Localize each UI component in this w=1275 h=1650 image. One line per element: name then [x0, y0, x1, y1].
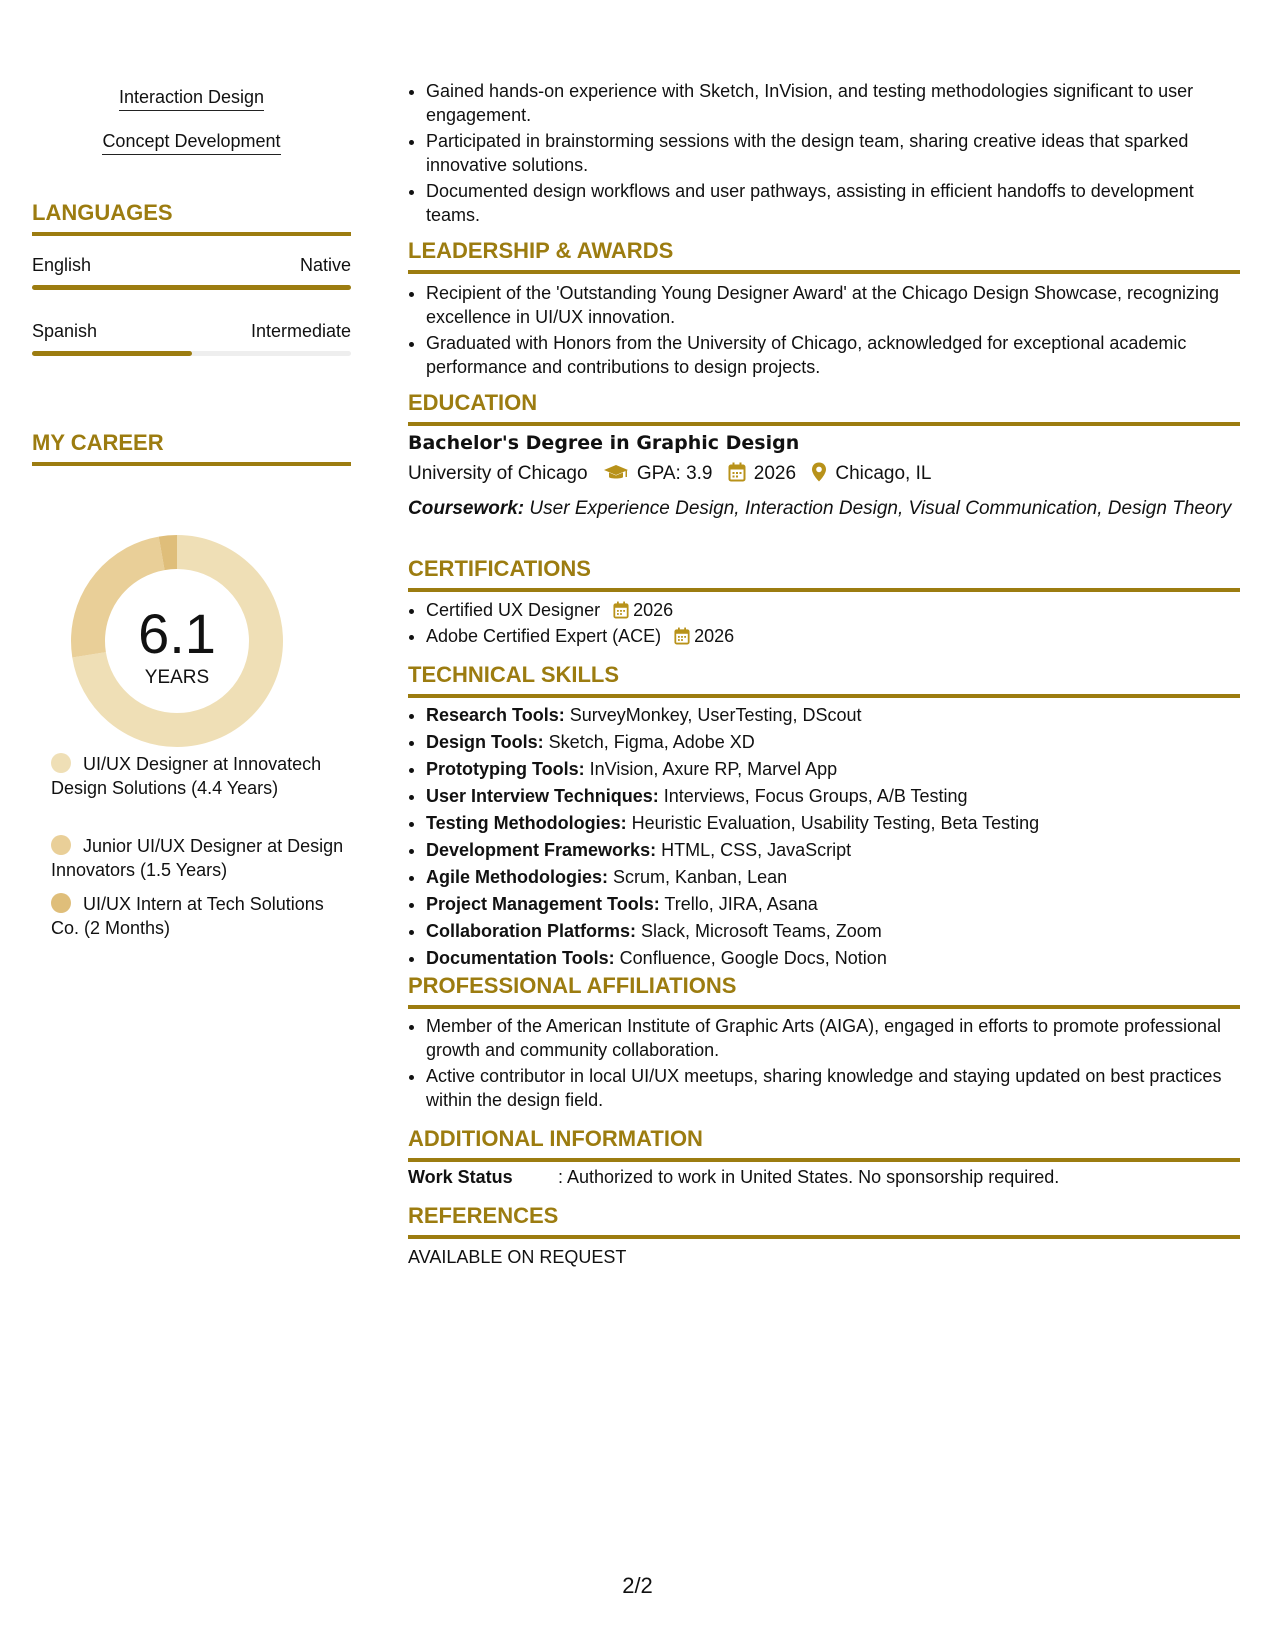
affiliations-heading: PROFESSIONAL AFFILIATIONS — [408, 973, 1240, 1009]
calendar-icon — [728, 462, 746, 490]
language-level: Intermediate — [250, 321, 351, 341]
certification-year: 2026 — [694, 626, 735, 646]
technical-skill-item — [426, 865, 1240, 889]
degree-title: Bachelor's Degree in Graphic Design — [408, 432, 800, 454]
skill-category: Documentation Tools: — [426, 948, 615, 968]
work-status-label: Work Status — [408, 1167, 513, 1187]
skill-category: User Interview Techniques: — [426, 786, 659, 806]
skill-values: HTML, CSS, JavaScript — [656, 840, 852, 860]
school-name: University of Chicago — [408, 463, 588, 484]
affiliation-bullet: • Active contributor in local UI/UX meetups, sharing knowledge and staying updated on best practices within the design field. — [426, 1064, 1240, 1112]
language-level: Native — [299, 255, 351, 275]
page-number: 2/2 — [622, 1573, 653, 1598]
technical-skill-item — [426, 946, 1240, 970]
technical-skill-item — [426, 838, 1240, 862]
skill-category: Testing Methodologies: — [426, 813, 627, 833]
experience-bullets — [408, 79, 1240, 229]
certification-name: Adobe Certified Expert (ACE) — [426, 626, 662, 646]
skill-values: Slack, Microsoft Teams, Zoom — [636, 921, 882, 941]
language-name: English — [32, 255, 92, 275]
experience-bullet: • Documented design workflows and user pathways, assisting in efficient handoffs to development teams. — [426, 179, 1240, 227]
language-proficiency-fill — [32, 285, 351, 290]
languages-heading: LANGUAGES — [32, 200, 351, 236]
experience-bullet: • Participated in brainstorming sessions with the design team, sharing creative ideas that sparked innovative solutions. — [426, 129, 1240, 177]
certification-name: Certified UX Designer — [426, 600, 601, 620]
affiliation-bullet: • Member of the American Institute of Graphic Arts (AIGA), engaged in efforts to promote professional growth and community collaboration. — [426, 1014, 1240, 1062]
references-text: AVAILABLE ON REQUEST — [408, 1247, 627, 1267]
technical-skill-item — [426, 703, 1240, 727]
language-row — [32, 254, 351, 276]
skill-tags — [32, 86, 351, 174]
career-heading: MY CAREER — [32, 430, 351, 466]
skill-values: Sketch, Figma, Adobe XD — [543, 732, 755, 752]
gpa: GPA: 3.9 — [636, 463, 713, 484]
graduation-cap-icon — [603, 464, 629, 490]
skill-values: Confluence, Google Docs, Notion — [614, 948, 887, 968]
leadership-bullet: • Recipient of the 'Outstanding Young Designer Award' at the Chicago Design Showcase, recognizing excellence in UI/UX innovation. — [426, 281, 1240, 329]
skill-category: Project Management Tools: — [426, 894, 660, 914]
certification-item — [426, 624, 1240, 648]
education-heading: EDUCATION — [408, 390, 1240, 426]
technical-skill-item — [426, 784, 1240, 808]
work-status-row — [408, 1165, 1240, 1189]
language-proficiency-bar — [32, 285, 351, 290]
career-legend-item — [51, 892, 351, 940]
language-proficiency-fill — [32, 351, 192, 356]
technical-skills-heading: TECHNICAL SKILLS — [408, 662, 1240, 698]
graduation-year: 2026 — [753, 463, 797, 484]
leadership-bullet: • Graduated with Honors from the University of Chicago, acknowledged for exceptional academic performance and contributions to design projects. — [426, 331, 1240, 379]
coursework-list: User Experience Design, Interaction Design, Visual Communication, Design Theory — [524, 498, 1232, 519]
work-status-value: : Authorized to work in United States. No sponsorship required. — [558, 1167, 1060, 1187]
certification-date — [613, 598, 673, 622]
skill-values: SurveyMonkey, UserTesting, DScout — [564, 705, 862, 725]
skill-tag: Concept Development — [102, 130, 280, 155]
skill-category: Agile Methodologies: — [426, 867, 608, 887]
career-legend-item — [51, 752, 351, 800]
skill-values: Interviews, Focus Groups, A/B Testing — [658, 786, 968, 806]
leadership-heading: LEADERSHIP & AWARDS — [408, 238, 1240, 274]
education-entry — [408, 431, 1240, 521]
technical-skill-item — [426, 757, 1240, 781]
technical-skill-item — [426, 892, 1240, 916]
affiliations-list — [408, 1014, 1240, 1114]
technical-skill-item — [426, 919, 1240, 943]
language-proficiency-bar — [32, 351, 351, 356]
calendar-icon — [613, 601, 629, 619]
coursework-label: Coursework: — [408, 498, 525, 519]
leadership-bullets — [408, 281, 1240, 381]
skill-values: Heuristic Evaluation, Usability Testing, Beta Testing — [626, 813, 1040, 833]
skill-category: Research Tools: — [426, 705, 565, 725]
career-legend-text: UI/UX Intern at Tech Solutions Co. (2 Months) — [51, 894, 324, 938]
skill-category: Collaboration Platforms: — [426, 921, 637, 941]
certifications-heading: CERTIFICATIONS — [408, 556, 1240, 592]
skill-tag: Interaction Design — [119, 86, 264, 111]
skill-values: Trello, JIRA, Asana — [659, 894, 818, 914]
calendar-icon — [674, 627, 690, 645]
skill-category: Development Frameworks: — [426, 840, 657, 860]
certification-date — [674, 624, 734, 648]
skill-category: Prototyping Tools: — [426, 759, 585, 779]
certification-item — [426, 598, 1240, 622]
career-total-value: 6.1 — [138, 602, 216, 665]
technical-skills-list — [408, 703, 1240, 973]
coursework — [408, 496, 1240, 521]
legend-dot — [51, 753, 71, 773]
education-details — [408, 461, 1240, 490]
certification-year: 2026 — [633, 600, 674, 620]
additional-info-heading: ADDITIONAL INFORMATION — [408, 1126, 1240, 1162]
career-legend-item — [51, 834, 351, 882]
skill-category: Design Tools: — [426, 732, 544, 752]
experience-bullet: • Gained hands-on experience with Sketch, InVision, and testing methodologies significant to user engagement. — [426, 79, 1240, 127]
legend-dot — [51, 835, 71, 855]
technical-skill-item — [426, 811, 1240, 835]
location-pin-icon — [811, 462, 827, 490]
technical-skill-item — [426, 730, 1240, 754]
career-donut-chart — [66, 530, 288, 752]
language-row — [32, 320, 351, 342]
skill-values: Scrum, Kanban, Lean — [608, 867, 788, 887]
career-total-unit: YEARS — [144, 667, 210, 688]
career-legend-text: UI/UX Designer at Innovatech Design Solutions (4.4 Years) — [51, 754, 322, 798]
career-legend-text: Junior UI/UX Designer at Design Innovators (1.5 Years) — [51, 836, 344, 880]
language-name: Spanish — [32, 321, 98, 341]
career-total — [66, 530, 288, 752]
legend-dot — [51, 893, 71, 913]
certifications-list — [408, 598, 1240, 650]
references-heading: REFERENCES — [408, 1203, 1240, 1239]
education-location: Chicago, IL — [835, 463, 932, 484]
skill-values: InVision, Axure RP, Marvel App — [584, 759, 838, 779]
